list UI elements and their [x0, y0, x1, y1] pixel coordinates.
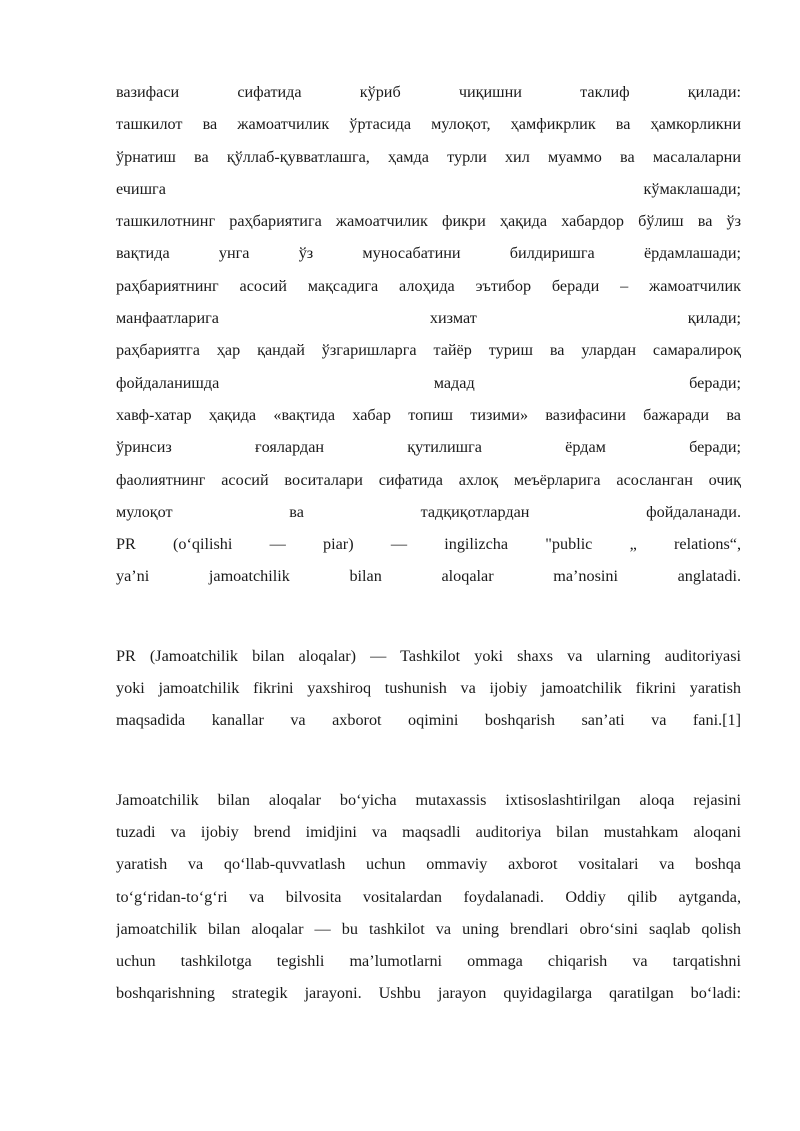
text-line: jamoatchilik bilan aloqalar — bu tashkilot va uning brendlari obroʻsini saqlab qolish	[116, 919, 741, 938]
text-line: maqsadida kanallar va axborot oqimini boshqarish sanʼati va fani.[1]	[116, 711, 741, 730]
text-line: ташкилотнинг раҳбариятига жамоатчилик фикри ҳақида хабардор бўлиш ва ўз	[116, 212, 741, 231]
text-line: ўринсиз ғоялардан қутилишга ёрдам беради;	[116, 438, 741, 457]
paragraph-pr-specialist	[116, 784, 741, 1010]
paragraph-gap	[116, 593, 741, 640]
text-line: фойдаланишда мадад беради;	[116, 373, 741, 392]
text-line: uchun tashkilotga tegishli maʼlumotlarni ommaga chiqarish va tarqatishni	[116, 952, 741, 971]
text-line: ўрнатиш ва қўллаб-қувватлашга, ҳамда турли хил муаммо ва масалаларни	[116, 147, 741, 166]
document-page	[116, 76, 741, 1010]
text-line: вақтида унга ўз муносабатини билдиришга ёрдамлашади;	[116, 244, 741, 263]
text-line: раҳбариятнинг асосий мақсадига алоҳида эътибор беради – жамоатчилик	[116, 276, 741, 295]
text-line: манфаатларига хизмат қилади;	[116, 309, 741, 328]
text-line: ечишга кўмаклашади;	[116, 179, 741, 198]
paragraph-gap	[116, 737, 741, 784]
text-line: вазифаси сифатида кўриб чиқишни таклиф қилади:	[116, 83, 741, 101]
text-line: Jamoatchilik bilan aloqalar boʻyicha mutaxassis ixtisoslashtirilgan aloqa rejasini	[116, 790, 741, 809]
text-line: раҳбариятга ҳар қандай ўзгаришларга тайёр туриш ва улардан самаралироқ	[116, 341, 741, 360]
paragraph-pr-definition	[116, 640, 741, 737]
text-line: yaʼni jamoatchilik bilan aloqalar maʼnosini anglatadi.	[116, 567, 741, 586]
text-line: yoki jamoatchilik fikrini yaxshiroq tushunish va ijobiy jamoatchilik fikrini yaratish	[116, 679, 741, 698]
text-line: PR (oʻqilishi — piar) — ingilizcha "public „ relations“,	[116, 535, 741, 554]
text-line: tuzadi va ijobiy brend imidjini va maqsadli auditoriya bilan mustahkam aloqani	[116, 822, 741, 841]
text-line: PR (Jamoatchilik bilan aloqalar) — Tashkilot yoki shaxs va ularning auditoriyasi	[116, 646, 741, 665]
list-block-cyrillic	[116, 76, 741, 593]
text-line: toʻgʻridan-toʻgʻri va bilvosita vositalardan foydalanadi. Oddiy qilib aytganda,	[116, 887, 741, 906]
text-line: ташкилот ва жамоатчилик ўртасида мулоқот, ҳамфикрлик ва ҳамкорликни	[116, 115, 741, 134]
text-line: хавф-хатар ҳақида «вақтида хабар топиш тизими» вазифасини бажаради ва	[116, 405, 741, 424]
text-line: фаолиятнинг асосий воситалари сифатида ахлоқ меъёрларига асосланган очиқ	[116, 470, 741, 489]
text-line: мулоқот ва тадқиқотлардан фойдаланади.	[116, 502, 741, 521]
text-line: yaratish va qoʻllab-quvvatlash uchun ommaviy axborot vositalari va boshqa	[116, 855, 741, 874]
text-line: boshqarishning strategik jarayoni. Ushbu jarayon quyidagilarga qaratilgan boʻladi:	[116, 984, 741, 1003]
